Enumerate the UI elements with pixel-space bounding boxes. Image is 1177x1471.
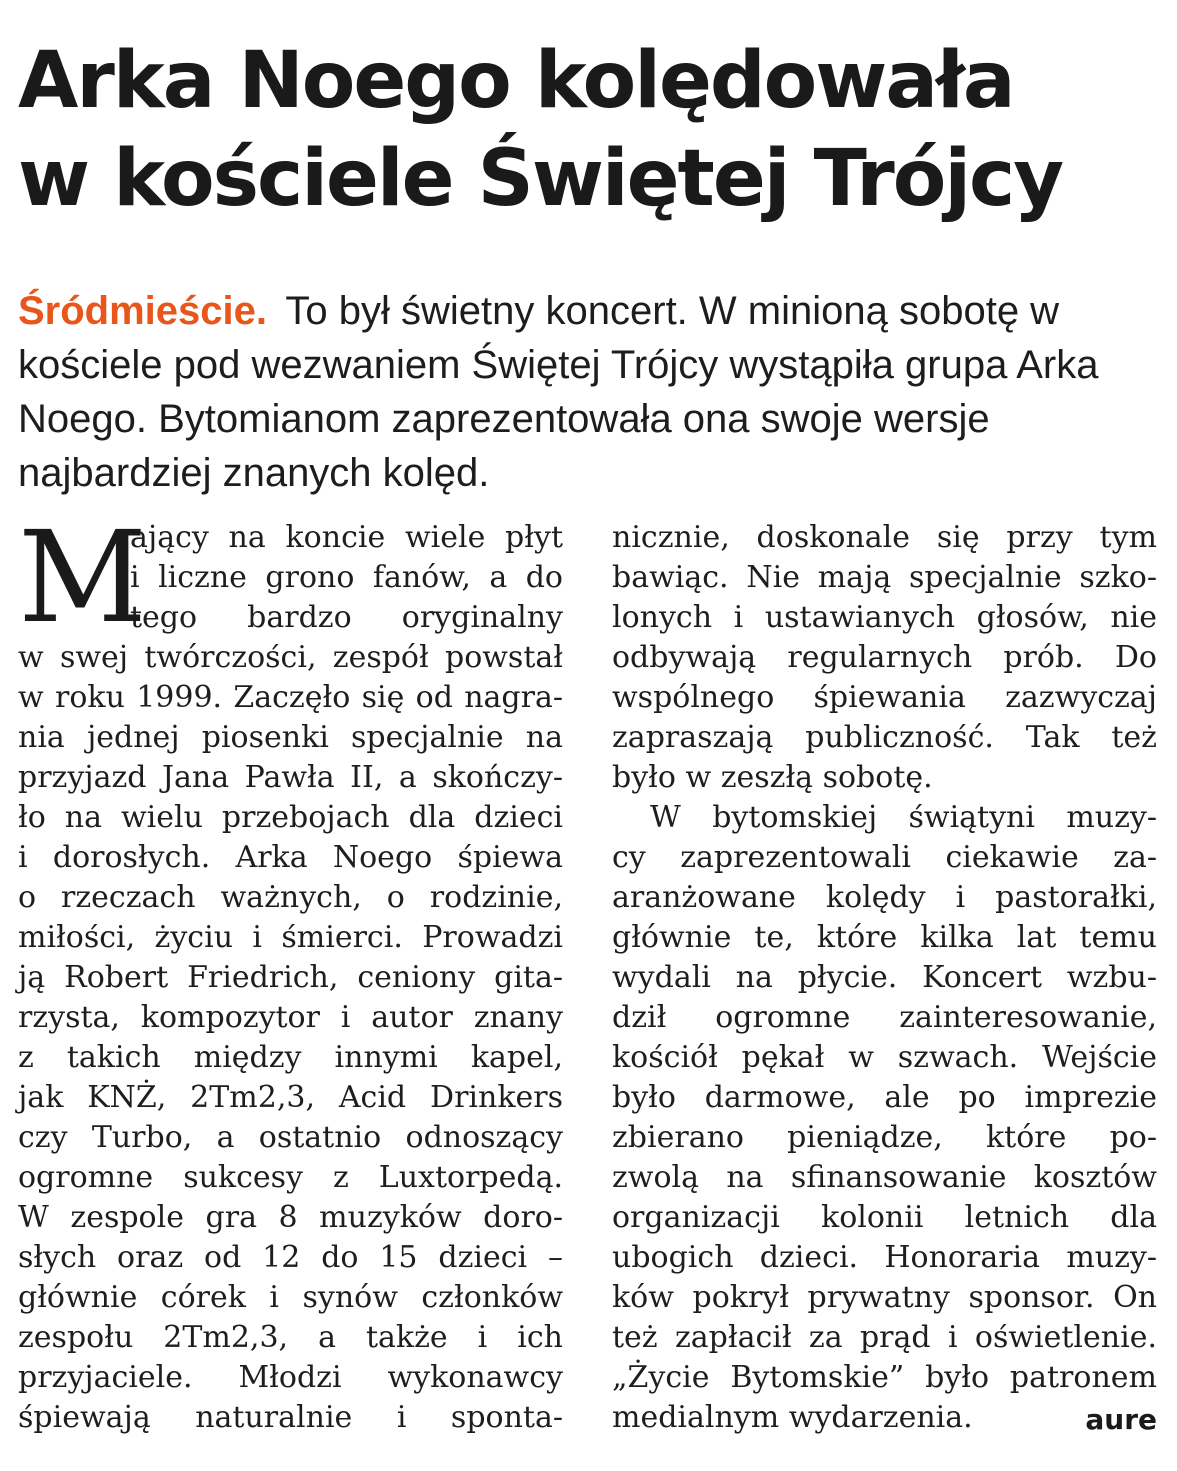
- article-line: odbywają regularnych prób. Do: [612, 640, 1157, 675]
- article-line: tego bardzo oryginalny: [130, 600, 563, 635]
- article-line: rzysta, kompozytor i autor znany: [18, 1000, 563, 1035]
- headline-line-2: w kościele Świętej Trójcy: [18, 134, 1063, 224]
- article-line: było darmowe, ale po imprezie: [612, 1080, 1157, 1115]
- article-line: kościół pękał w szwach. Wejście: [612, 1040, 1157, 1075]
- article-line: ający na koncie wiele płyt: [130, 520, 563, 555]
- article-line: i liczne grono fanów, a do: [130, 560, 563, 595]
- article-column-left: [18, 504, 563, 1438]
- article-line: zbierano pieniądze, które po-: [612, 1120, 1157, 1155]
- article-line: w swej twórczości, zespół powstał: [18, 640, 563, 675]
- drop-cap: M: [18, 504, 148, 651]
- headline: [18, 32, 1168, 228]
- article-line: było w zeszłą sobotę.: [612, 760, 933, 795]
- article-line: słych oraz od 12 do 15 dzieci –: [18, 1240, 563, 1275]
- article-line: zespołu 2Tm2,3, a także i ich: [18, 1320, 563, 1355]
- article-line: dził ogromne zainteresowanie,: [612, 1000, 1157, 1035]
- article-line: wydali na płycie. Koncert wzbu-: [612, 960, 1157, 995]
- article-line: ogromne sukcesy z Luxtorpedą.: [18, 1160, 563, 1195]
- article-line: W bytomskiej świątyni muzy-: [650, 800, 1157, 835]
- lead-paragraph: [18, 284, 1163, 500]
- article-line: czy Turbo, a ostatnio odnoszący: [18, 1120, 563, 1155]
- article-line: jak KNŻ, 2Tm2,3, Acid Drinkers: [18, 1080, 563, 1115]
- article-line: o rzeczach ważnych, o rodzinie,: [18, 880, 563, 915]
- article-line: w roku 1999. Zaczęło się od nagra-: [18, 680, 563, 715]
- article-line: nia jednej piosenki specjalnie na: [18, 720, 563, 755]
- article-line: przyjazd Jana Pawła II, a skończy-: [18, 760, 563, 795]
- lead-text: To był świetny koncert. W minioną sobotę w kościele pod wezwaniem Świętej Trójcy wystąpiła grupa Arka Noego. Bytomianom zaprezentowała ona swoje wersje najbardziej znanych kolęd.: [18, 289, 1099, 495]
- article-line: zwolą na sfinansowanie kosztów: [612, 1160, 1157, 1195]
- article-line: też zapłacił za prąd i oświetlenie.: [612, 1320, 1157, 1355]
- article-line: „Życie Bytomskie” było patronem: [612, 1360, 1157, 1395]
- article-line: głównie córek i synów członków: [18, 1280, 563, 1315]
- article-line: aranżowane kolędy i pastorałki,: [612, 880, 1157, 915]
- article-line: lonych i ustawianych głosów, nie: [612, 600, 1157, 635]
- article-line: ków pokrył prywatny sponsor. On: [612, 1280, 1157, 1315]
- article-line: organizacji kolonii letnich dla: [612, 1200, 1157, 1235]
- article-line: cy zaprezentowali ciekawie za-: [612, 840, 1157, 875]
- author-byline: aure: [1085, 1403, 1157, 1436]
- article-line: W zespole gra 8 muzyków doro-: [18, 1200, 563, 1235]
- article-line: zapraszają publiczność. Tak też: [612, 720, 1157, 755]
- article-line: miłości, życiu i śmierci. Prowadzi: [18, 920, 563, 955]
- article-line: ją Robert Friedrich, ceniony gita-: [18, 960, 563, 995]
- article-line: bawiąc. Nie mają specjalnie szko-: [612, 560, 1157, 595]
- location-label: Śródmieście.: [18, 289, 268, 333]
- article-line: śpiewają naturalnie i sponta-: [18, 1400, 563, 1435]
- article-line: z takich między innymi kapel,: [18, 1040, 563, 1075]
- article-line: głównie te, które kilka lat temu: [612, 920, 1157, 955]
- article-line: i dorosłych. Arka Noego śpiewa: [18, 840, 563, 875]
- article-line: ło na wielu przebojach dla dzieci: [18, 800, 563, 835]
- article-line: nicznie, doskonale się przy tym: [612, 520, 1157, 555]
- headline-line-1: Arka Noego kolędowała: [18, 36, 1014, 126]
- article-line: medialnym wydarzenia.: [612, 1400, 973, 1435]
- article-line: ubogich dzieci. Honoraria muzy-: [612, 1240, 1157, 1275]
- article-column-right: [612, 518, 1157, 1438]
- article-line: wspólnego śpiewania zazwyczaj: [612, 680, 1157, 715]
- article-line: przyjaciele. Młodzi wykonawcy: [18, 1360, 563, 1395]
